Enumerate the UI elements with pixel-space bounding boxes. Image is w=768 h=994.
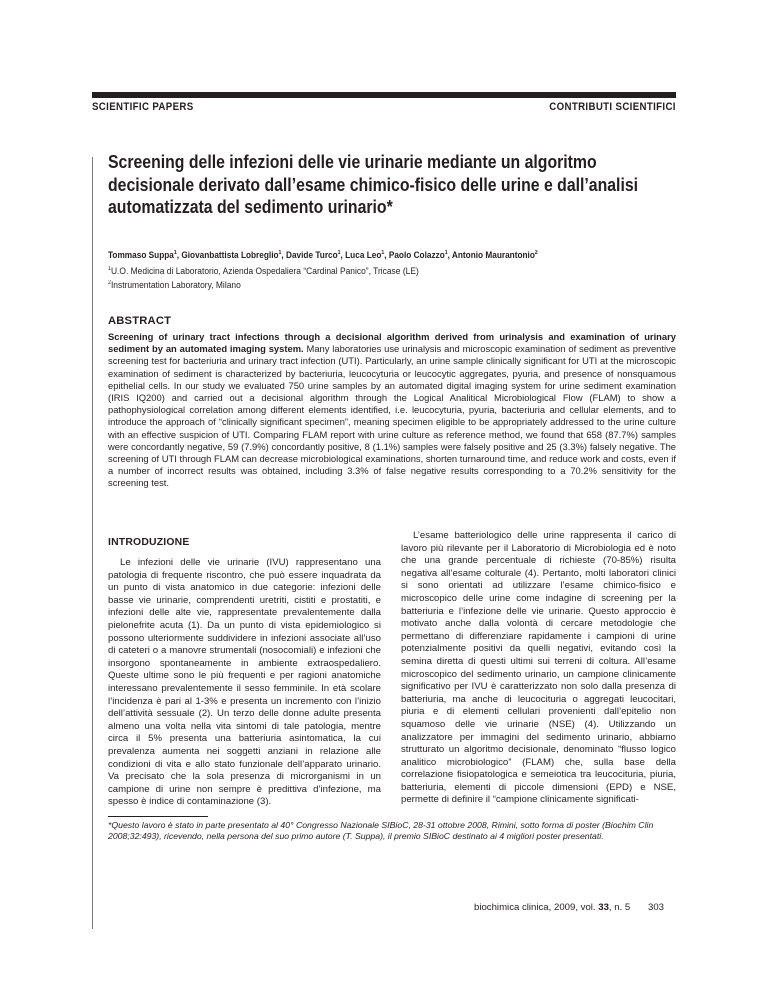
author-name: Davide Turco (286, 250, 338, 261)
journal-citation: biochimica clinica, 2009, vol. 33, n. 5 (474, 902, 631, 913)
intro-column-left: Le infezioni delle vie urinarie (IVU) rappresentano una patologia di frequente riscontro, che può essere inquadrata da un punto di vista anatomico in due categorie: infezioni delle basse vie urinarie, comprendenti uretriti, cistiti e prostatiti, e infezioni delle alte vie, rappresentate prevalentemente dalla pielonefrite acuta (1). Da un punto di vista epidemiologico si possono ulteriormente suddividere in infezioni associate all’uso di cateteri o a manovre strumentali (nosocomiali) e infezioni che insorgono spontaneamente in ambiente extraospedaliero. Queste ultime sono le più frequenti e per ragioni anatomiche interessano prevalentemente il sesso femminile. In età scolare l’incidenza è pari al 1-3% e presenta un incremento con l’inizio dell’attività sessuale (2). Un terzo delle donne adulte presenta almeno una volta nella vita sintomi di tale patologia, mentre circa il 5% presenta una batteriuria asintomatica, la cui prevalenza aumenta nei soggetti anziani in relazione alle condizioni di vita e allo stato funzionale dell’apparato urinario. Va precisato che la sola presenza di microrganismi in un campione di urine non sempre è predittiva d’infezione, ma spesso è indice di contaminazione (3). (108, 557, 381, 808)
page-number: 303 (648, 902, 665, 913)
header-rule (92, 92, 676, 98)
article-title: Screening delle infezioni delle vie urinarie mediante un algoritmo decisionale derivato dall’esame chimico-fisico delle urine e dall’analisi automatizzata del sedimento urinario* (108, 151, 639, 217)
footnote-rule (108, 816, 208, 817)
author-name: Paolo Colazzo (388, 250, 445, 261)
intro-heading: INTRODUZIONE (108, 537, 190, 548)
affiliation: $^1$U.O. Medicina di Laboratorio, Azienda Ospedaliera “Cardinal Panico”, Tricase (LE) (108, 266, 419, 277)
abstract-body: Many laboratories use urinalysis and microscopic examination of sediment as preventive screening test for bacteriuria and urinary tract infection (UTI). Particularly, an urine sample clinically significant for UTI at the microscopic examination of sediment is characterized by bacteriuria, leucocyturia or leucocytic aggregates, pyuria, and presence of nonsquamous epithelial cells. In our study we evaluated 750 urine samples by an automated digital imaging system for urine sediment examination (IRIS IQ200) and carried out a decisional algorithm through the Logical Analitical Microbiological Flow (FLAM) to show a pathophysiological correlation among different elements identified, i.e. leucocyturia, pyuria, bacteriuria and cellular elements, and to introduce the approach of “clinically significant specimen”, meaning specimen eligible to be appropriately addressed to the urine culture with an effective suspicion of UTI. Comparing FLAM report with urine culture as reference method, we found that 658 (87.7%) samples were concordantly negative, 59 (7.9%) concordantly positive, 8 (1.1%) samples were falsely positive and 25 (3.3%) falsely negative. The screening of UTI through FLAM can decrease microbiological examinations, shorten turnaround time, and reduce work and costs, even if a number of incorrect results was obtained, including 3.3% of false negative results corresponding to a 70.2% sensitivity for the screening test. (108, 343, 676, 489)
author-name: Antonio Maurantonio (451, 250, 535, 261)
author-name: Luca Leo (345, 250, 382, 261)
intro-column-right: L’esame batteriologico delle urine rappresenta il carico di lavoro più rilevante per il Laboratorio di Microbiologia ed è noto che una grande percentuale di richieste (70-85%) risulta negativa all’esame colturale (4). Pertanto, molti laboratori clinici si sono orientati ad utilizzare l’esame chimico-fisico e microscopico delle urine come indagine di screening per la batteriuria e l’infezione delle vie urinarie. Questo approccio è motivato anche dalla volontà di cercare metodologie che permettano di differenziare rapidamente i campioni di urine potenzialmente positivi da quelli negativi, evitando così la semina diretta di questi ultimi sui terreni di coltura. All’esame microscopico del sedimento urinario, un campione clinicamente significativo per IVU è caratterizzato non solo dalla presenza di batteriuria, ma anche di leucocituria o aggregati leucocitari, piuria e di elementi cellulari provenienti dall’epitelio non squamoso delle vie urinarie (NSE) (4). Utilizzando un analizzatore per immagini del sedimento urinario, abbiamo strutturato un algoritmo decisionale, denominato “flusso logico analitico microbiologico” (FLAM) che, sulla base della correlazione fisiopatologica e semeiotica tra leucocituria, piuria, batteriuria, elementi di piccole dimensioni (EPD) e NSE, permette di definire il “campione clinicamente significati- (401, 530, 676, 806)
author-name: Tommaso Suppa (108, 250, 174, 261)
section-label-it: CONTRIBUTI SCIENTIFICI (549, 101, 676, 113)
abstract-text (108, 331, 676, 490)
margin-rule (92, 157, 93, 929)
author-name: Giovanbattista Lobreglio (181, 250, 279, 261)
section-label-en: SCIENTIFIC PAPERS (92, 101, 194, 113)
abstract-lead: Screening of urinary tract infections through a decisional algorithm derived from urinalysis and examination of urinary sediment by an automated imaging system. (108, 331, 676, 355)
affiliation: $^2$Instrumentation Laboratory, Milano (108, 280, 241, 291)
abstract-heading: ABSTRACT (108, 315, 172, 327)
footnote: *Questo lavoro è stato in parte presentato al 40° Congresso Nazionale SIBioC, 28-31 ottobre 2008, Rimini, sotto forma di poster (Biochim Clin 2008;32:493), ricevendo, nella persona del suo primo autore (T. Suppa), il premio SIBioC destinato ai 4 migliori poster presentati. (108, 820, 654, 842)
author-list: Tommaso Suppa$^1$, Giovanbattista Lobreglio$^1$, Davide Turco$^1$, Luca Leo$^1$, Paolo Colazzo$^1$, Antonio Maurantonio$^2$ (108, 250, 538, 261)
